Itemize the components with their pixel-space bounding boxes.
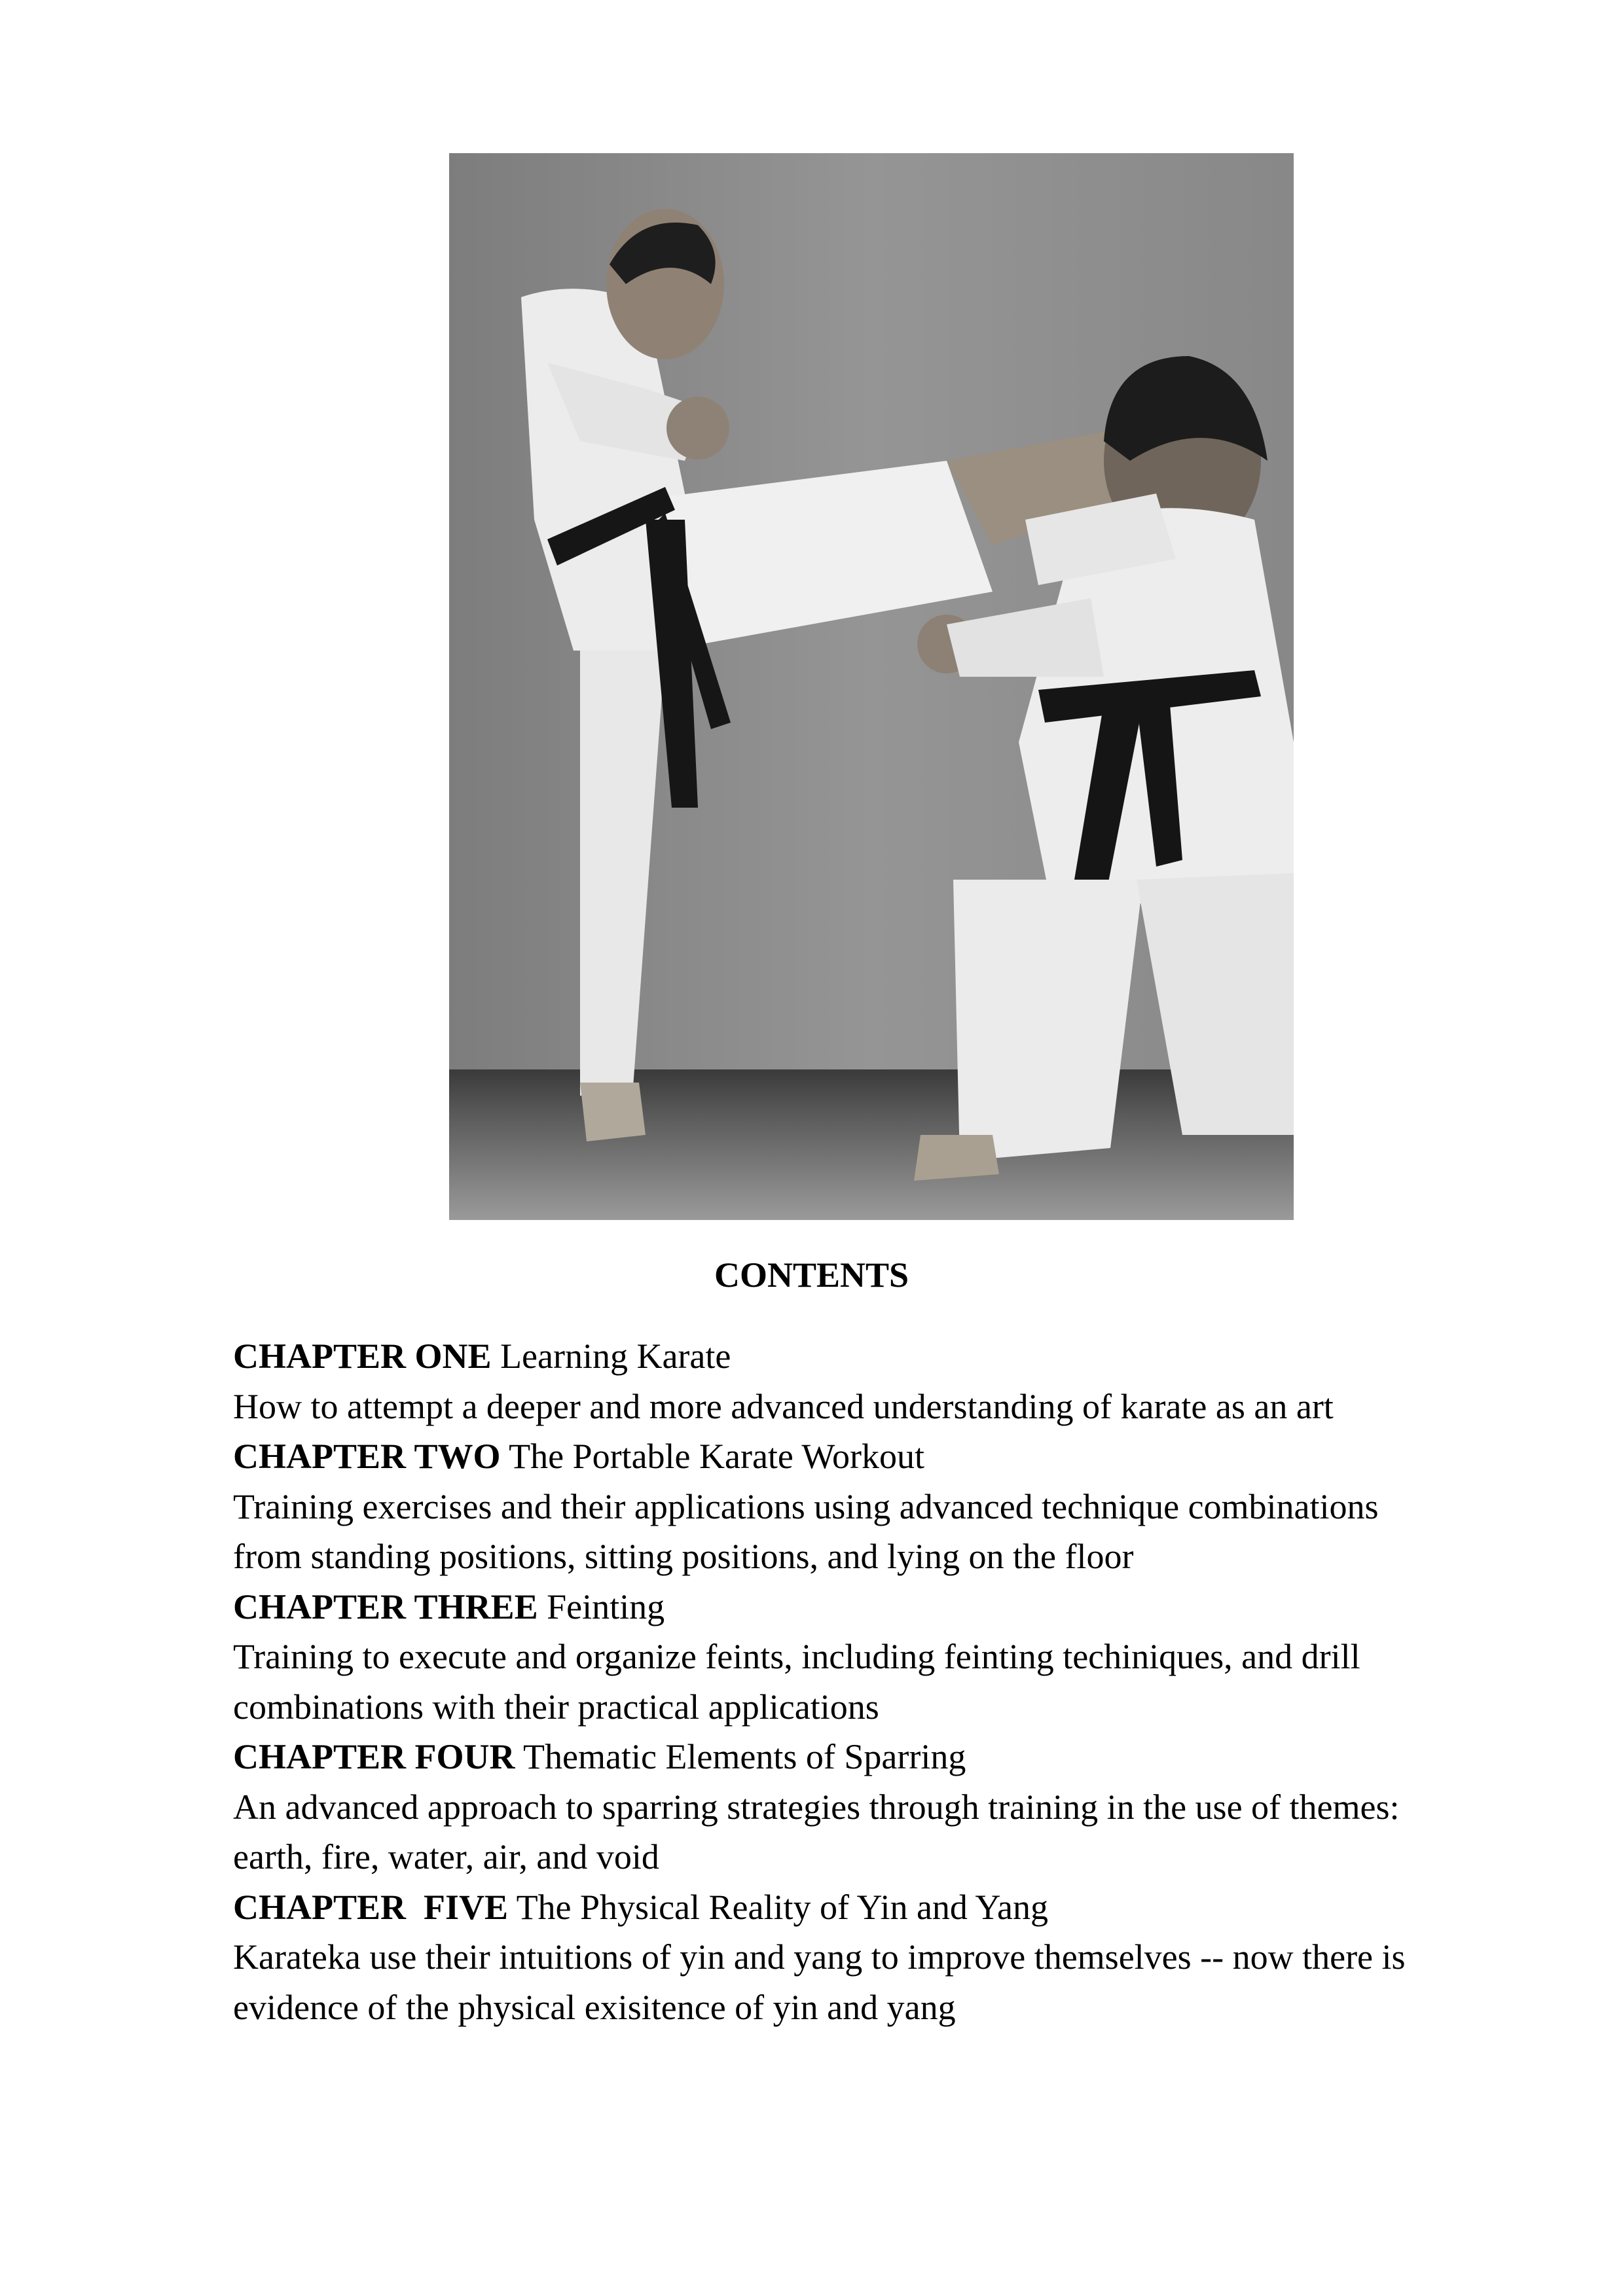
contents-heading: CONTENTS (714, 1255, 909, 1295)
chapter-heading (233, 1431, 1542, 1482)
chapter-description: combinations with their practical applications (233, 1687, 879, 1727)
chapter-number: CHAPTER FIVE (233, 1887, 509, 1927)
chapter-description: earth, fire, water, air, and void (233, 1837, 659, 1876)
chapter-title: The Portable Karate Workout (509, 1437, 925, 1476)
chapter-title: Thematic Elements of Sparring (523, 1737, 966, 1776)
chapter-description: evidence of the physical exisitence of yin and yang (233, 1987, 956, 2027)
chapter-heading (233, 1582, 1542, 1632)
chapter-number: CHAPTER ONE (233, 1336, 492, 1376)
chapter-title: The Physical Reality of Yin and Yang (516, 1887, 1048, 1927)
chapter-description: Training exercises and their applications using advanced technique combinations (233, 1486, 1379, 1526)
chapter-description: Training to execute and organize feints, including feinting techiniques, and drill (233, 1637, 1360, 1676)
chapter-description: How to attempt a deeper and more advanced understanding of karate as an art (233, 1386, 1334, 1426)
chapter-number: CHAPTER FOUR (233, 1737, 515, 1776)
chapter-number: CHAPTER TWO (233, 1437, 501, 1476)
chapter-title: Feinting (547, 1587, 665, 1626)
karate-sparring-photo (449, 153, 1294, 1220)
chapter-description: An advanced approach to sparring strategies through training in the use of themes: (233, 1787, 1400, 1827)
chapter-heading (233, 1331, 1542, 1382)
chapter-heading (233, 1732, 1542, 1782)
chapter-title: Learning Karate (500, 1336, 731, 1376)
table-of-contents (233, 1331, 1542, 2032)
chapter-heading (233, 1882, 1542, 1933)
chapter-description: from standing positions, sitting positions, and lying on the floor (233, 1537, 1134, 1576)
chapter-number: CHAPTER THREE (233, 1587, 538, 1626)
chapter-description: Karateka use their intuitions of yin and yang to improve themselves -- now there is (233, 1937, 1406, 1977)
